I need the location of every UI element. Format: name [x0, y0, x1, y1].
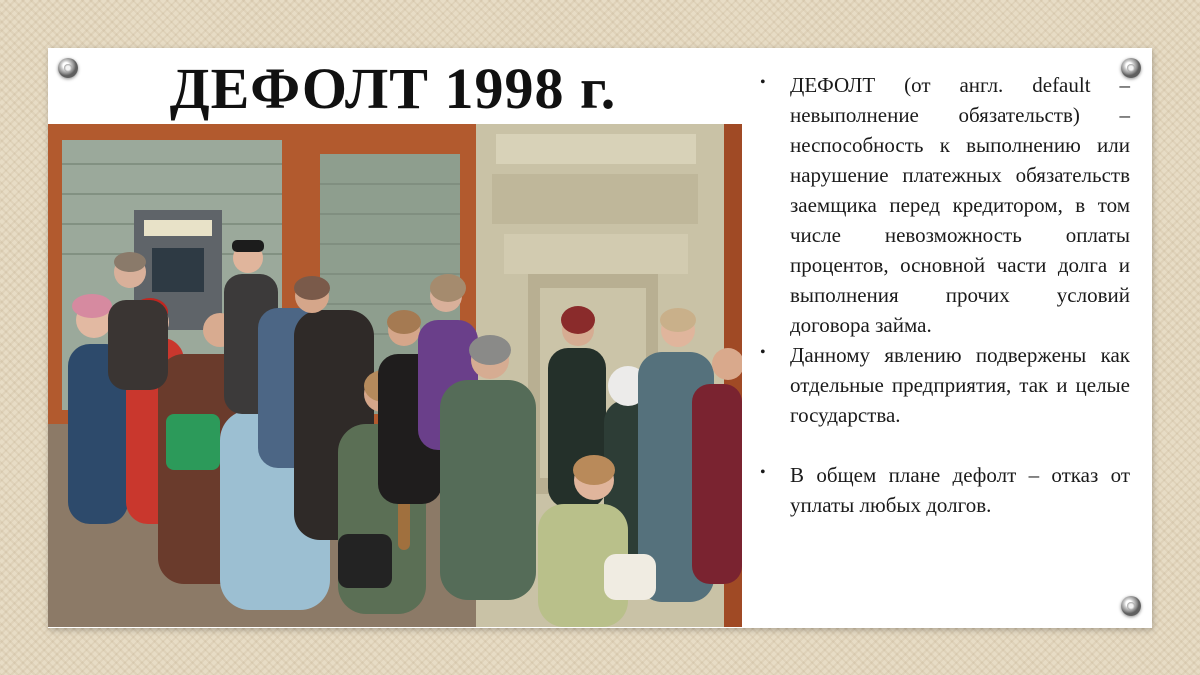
bullet-item-subjects	[758, 340, 1130, 430]
bullet-item-definition	[758, 70, 1130, 340]
photo-atm-queue	[48, 124, 742, 627]
pin-icon-bottom-right	[1121, 596, 1141, 616]
bullet-list	[758, 70, 1130, 520]
slide-title: ДЕФОЛТ 1998 г.	[169, 56, 617, 121]
bullet-item-general	[758, 460, 1130, 520]
bullet-marker: •	[760, 344, 766, 361]
bullet-text: ДЕФОЛТ (от англ. default – невыполнение обязательств) – неспособность к выполнению или нарушение платежных обязательств заемщика перед кредитором, в том числе невозможность оплаты процентов, основной части долга и выполнения прочих условий договора займа.	[790, 73, 1130, 337]
bullet-text: Данному явлению подвержены как отдельные предприятия, так и целые государства.	[790, 343, 1130, 427]
bullet-text: В общем плане дефолт – отказ от уплаты любых долгов.	[790, 463, 1130, 517]
bullet-marker: •	[760, 464, 766, 481]
bullet-marker: •	[760, 74, 766, 91]
